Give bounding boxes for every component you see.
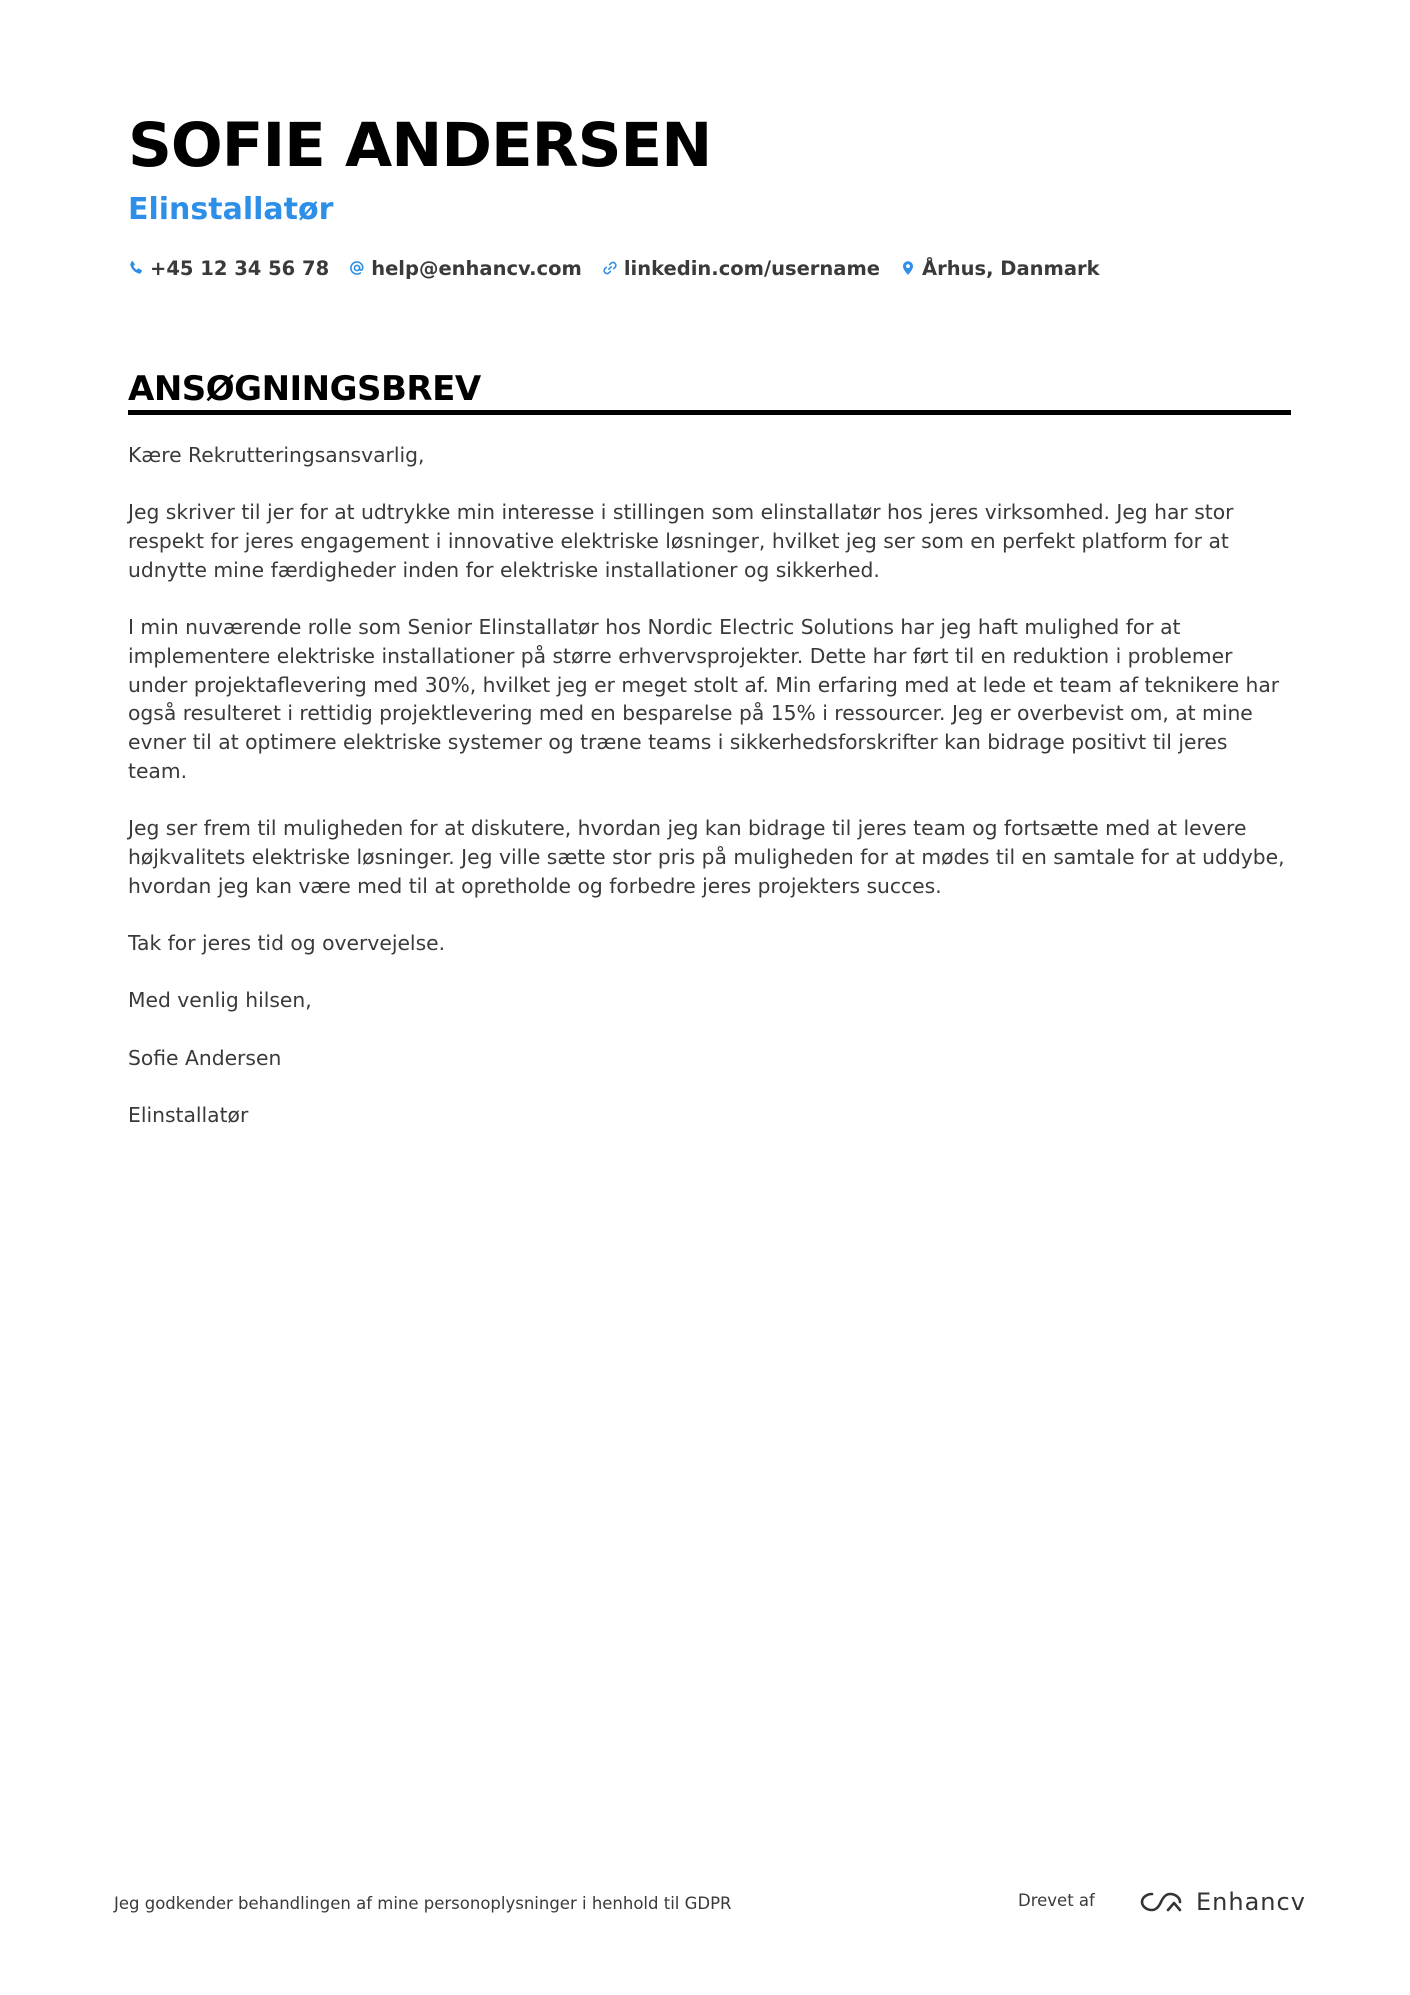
letter-paragraph: Jeg ser frem til muligheden for at diskutere, hvordan jeg kan bidrage til jeres team og fortsætte med at levere højkvalitets elektriske løsninger. Jeg ville sætte stor pris på muligheden for at mødes til en samtale for at uddybe, hvordan jeg kan være med til at opretholde og forbedre jeres projekters succes.: [128, 816, 1285, 898]
contact-email[interactable]: [349, 257, 582, 280]
letter-paragraph: Jeg skriver til jer for at udtrykke min interesse i stillingen som elinstallatør hos jeres virksomhed. Jeg har stor respekt for jeres engagement i innovative elektriske løsninger, hvilket jeg ser som en perfekt platform for at udnytte mine færdigheder inden for elektriske installationer og sikkerhed.: [128, 500, 1234, 582]
powered-by-label: Drevet af: [1018, 1891, 1095, 1910]
section-title: ANSØGNINGSBREV: [128, 369, 481, 409]
contact-bar: [128, 253, 1100, 283]
link-icon: [602, 260, 618, 276]
letter-paragraph: Tak for jeres tid og overvejelse.: [128, 930, 446, 955]
location-pin-icon: [900, 260, 916, 276]
gdpr-consent-text: Jeg godkender behandlingen af mine personoplysninger i henhold til GDPR: [114, 1894, 732, 1913]
enhancv-logo-icon: [1138, 1889, 1184, 1915]
contact-phone[interactable]: [128, 257, 329, 280]
contact-location-text: Århus, Danmark: [922, 256, 1100, 280]
contact-location: [900, 257, 1100, 280]
letter-greeting: Kære Rekrutteringsansvarlig,: [128, 443, 425, 467]
letter-closing: Med venlig hilsen,: [128, 988, 312, 1013]
contact-linkedin-text: linkedin.com/username: [623, 256, 881, 280]
brand-name: Enhancv: [1196, 1888, 1306, 1916]
letter-signature-name: Sofie Andersen: [128, 1045, 282, 1070]
applicant-job-title: Elinstallatør: [128, 192, 334, 227]
applicant-name: SOFIE ANDERSEN: [128, 110, 712, 181]
contact-email-text: help@enhancv.com: [371, 256, 582, 280]
contact-phone-text: +45 12 34 56 78: [150, 256, 330, 280]
letter-signature-title: Elinstallatør: [128, 1103, 249, 1128]
phone-icon: [128, 260, 144, 276]
letter-paragraph: I min nuværende rolle som Senior Elinstallatør hos Nordic Electric Solutions har jeg haft mulighed for at implementere elektriske installationer på større erhvervsprojekter. Dette har ført til en reduktion i problemer under projektaflevering med 30%, hvilket jeg er meget stolt af. Min erfaring med at lede et team af teknikere har også resulteret i rettidig projektlevering med en besparelse på 15% i ressourcer. Jeg er overbevist om, at mine evner til at optimere elektriske systemer og træne teams i sikkerhedsforskrifter kan bidrage positivt til jeres team.: [128, 615, 1280, 783]
section-divider: [128, 410, 1291, 415]
letter-body: [128, 441, 1291, 1158]
contact-linkedin[interactable]: [602, 257, 880, 280]
at-icon: [349, 260, 365, 276]
enhancv-brand[interactable]: [1138, 1882, 1306, 1922]
